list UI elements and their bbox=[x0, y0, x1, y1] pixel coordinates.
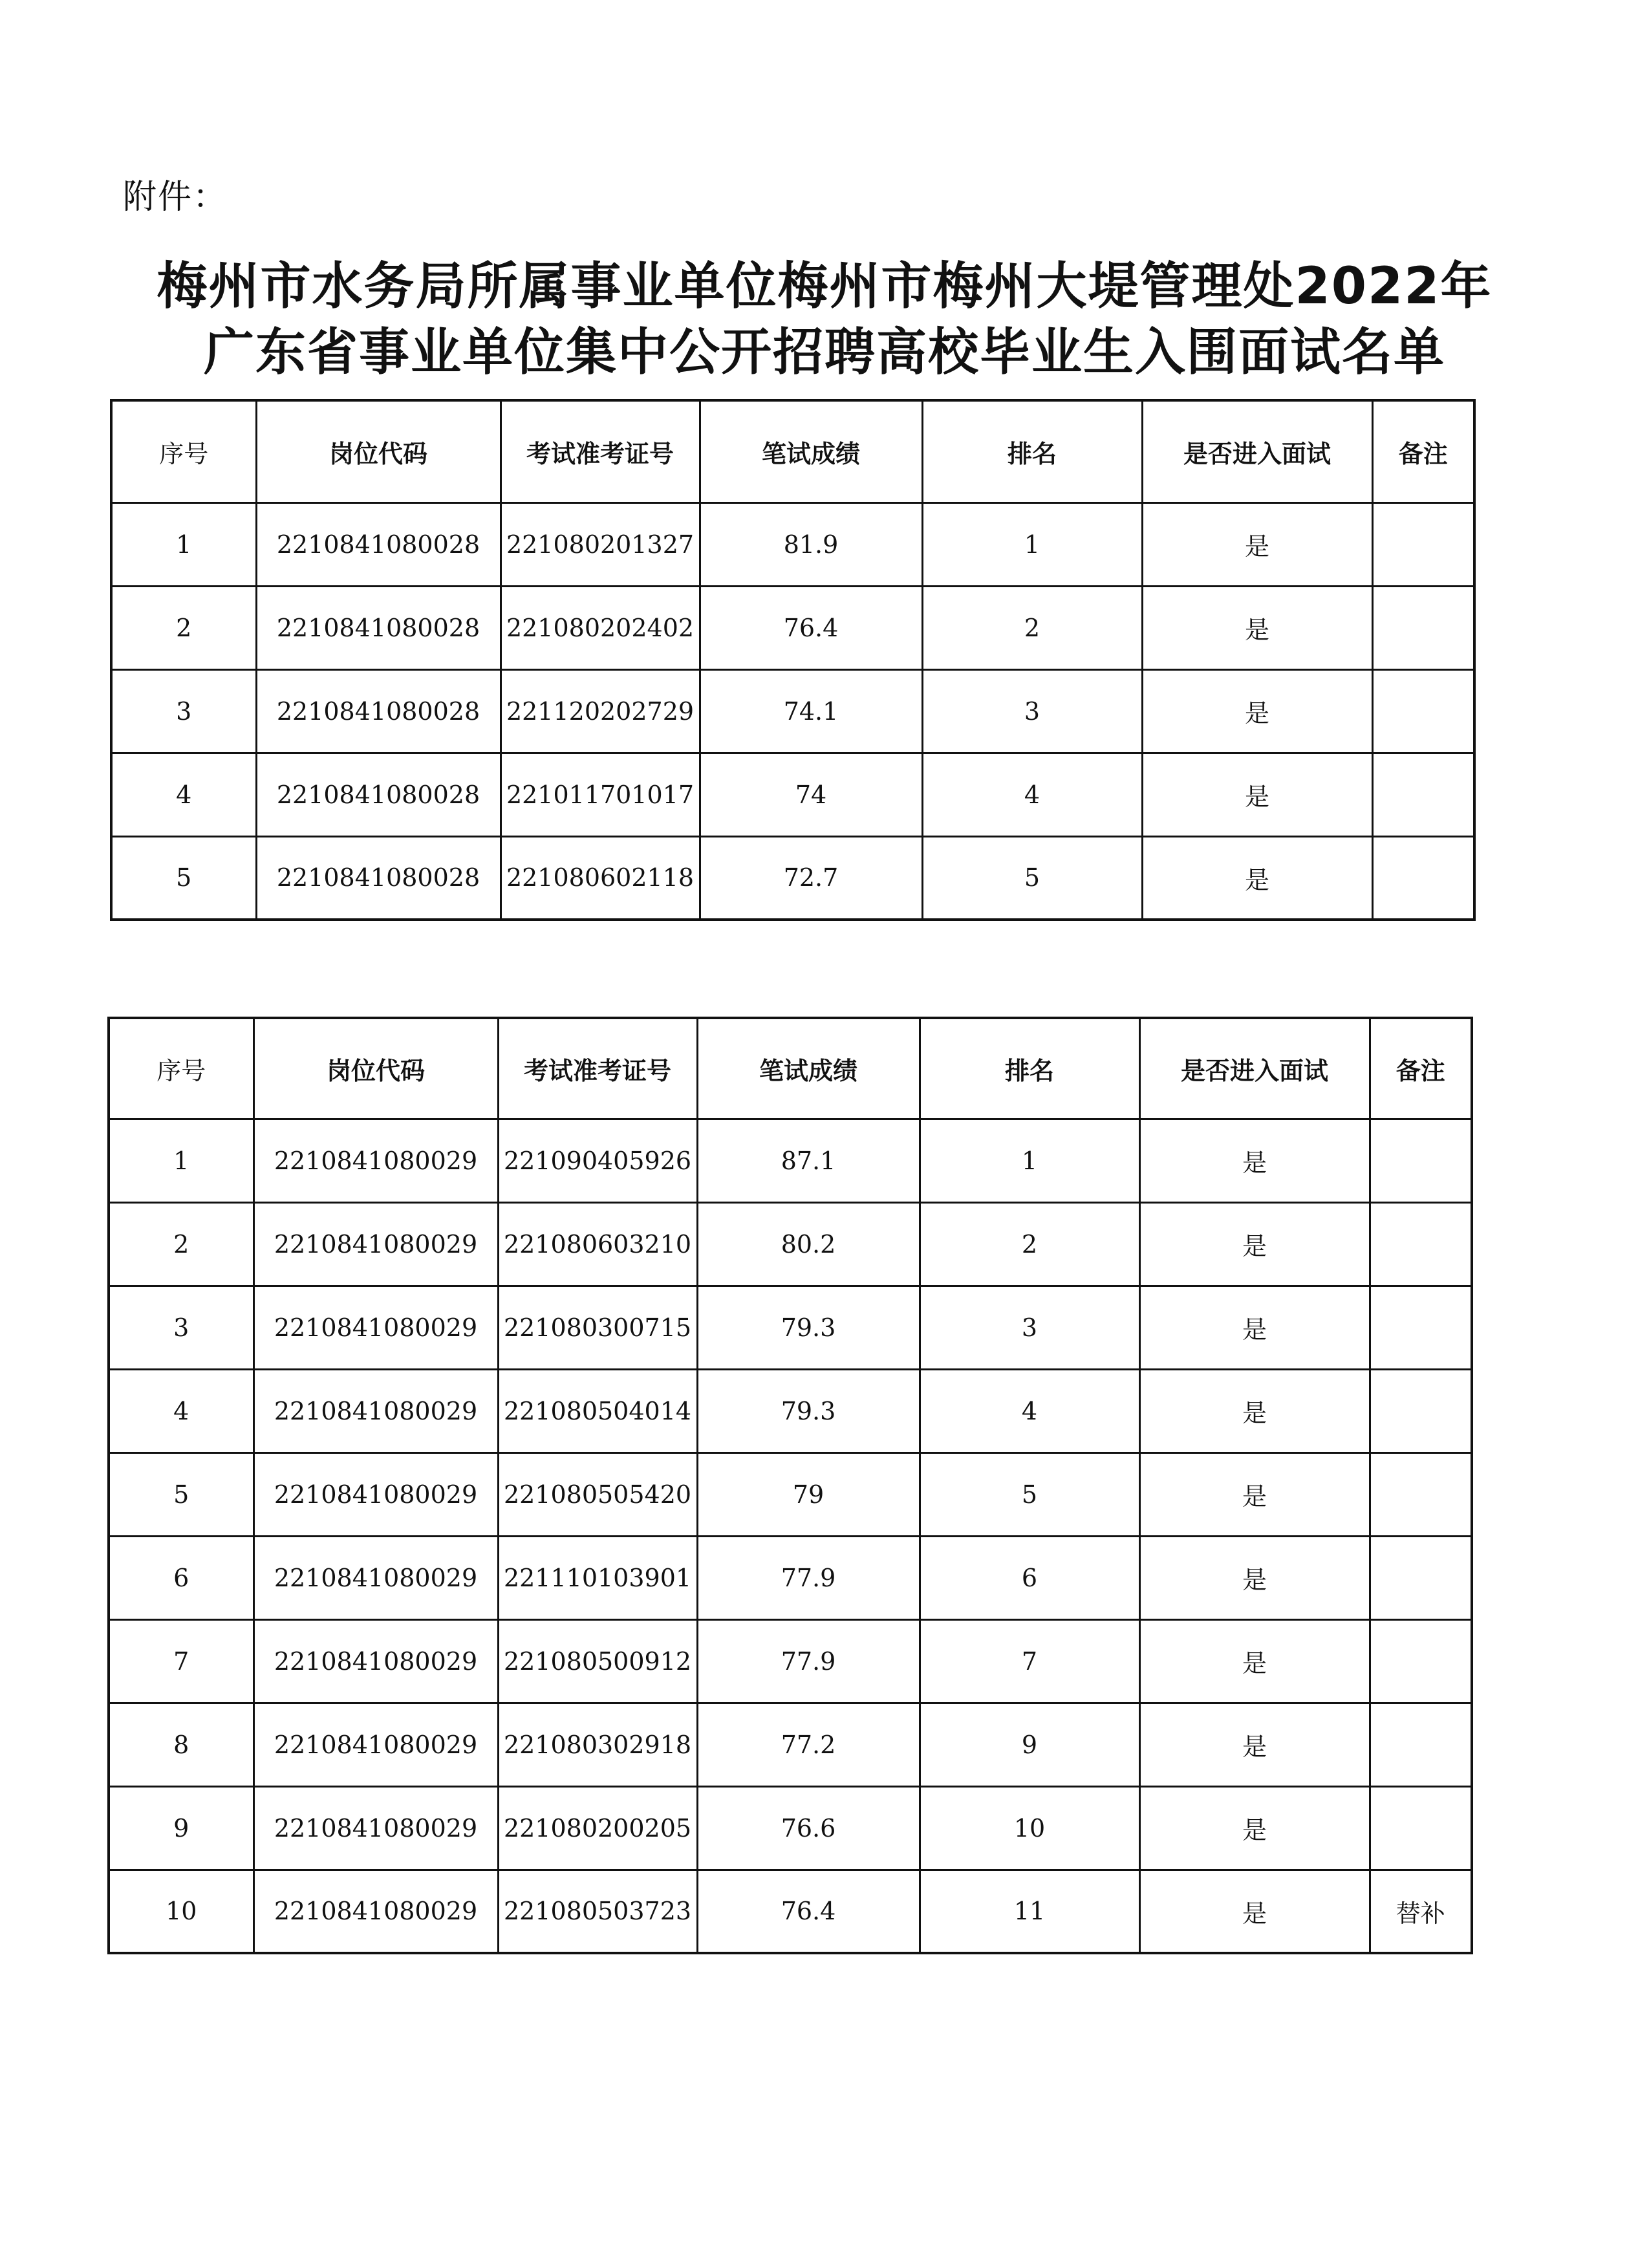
cell-post-code: 2210841080029 bbox=[253, 1703, 498, 1786]
cell-ticket-number: 221011701017 bbox=[501, 753, 700, 836]
table-row bbox=[111, 586, 1474, 669]
cell-rank: 10 bbox=[920, 1786, 1139, 1870]
cell-interview: 是 bbox=[1142, 836, 1372, 920]
cell-rank: 11 bbox=[920, 1870, 1139, 1953]
cell-written-score: 81.9 bbox=[700, 502, 922, 586]
cell-remark bbox=[1370, 1786, 1472, 1870]
header-written-score: 笔试成绩 bbox=[697, 1018, 920, 1119]
cell-rank: 3 bbox=[922, 669, 1142, 753]
cell-serial: 10 bbox=[109, 1870, 253, 1953]
cell-serial: 7 bbox=[109, 1619, 253, 1703]
cell-post-code: 2210841080029 bbox=[253, 1536, 498, 1619]
cell-written-score: 74 bbox=[700, 753, 922, 836]
cell-interview: 是 bbox=[1139, 1786, 1370, 1870]
cell-serial: 9 bbox=[109, 1786, 253, 1870]
cell-rank: 5 bbox=[920, 1453, 1139, 1536]
cell-remark bbox=[1372, 502, 1474, 586]
cell-serial: 4 bbox=[111, 753, 256, 836]
table-row bbox=[111, 753, 1474, 836]
cell-written-score: 79 bbox=[697, 1453, 920, 1536]
document-title-line-1: 梅州市水务局所属事业单位梅州市梅州大堤管理处2022年 bbox=[156, 257, 1493, 316]
cell-remark bbox=[1372, 669, 1474, 753]
cell-serial: 2 bbox=[109, 1202, 253, 1286]
table-row bbox=[109, 1786, 1472, 1870]
header-remark: 备注 bbox=[1370, 1018, 1472, 1119]
cell-remark bbox=[1370, 1119, 1472, 1202]
cell-ticket-number: 221080504014 bbox=[498, 1369, 697, 1453]
header-post-code: 岗位代码 bbox=[253, 1018, 498, 1119]
cell-ticket-number: 221080201327 bbox=[501, 502, 700, 586]
table-row bbox=[109, 1369, 1472, 1453]
cell-remark bbox=[1370, 1703, 1472, 1786]
cell-rank: 7 bbox=[920, 1619, 1139, 1703]
cell-ticket-number: 221080603210 bbox=[498, 1202, 697, 1286]
cell-interview: 是 bbox=[1139, 1286, 1370, 1369]
cell-interview: 是 bbox=[1139, 1202, 1370, 1286]
table-row bbox=[109, 1286, 1472, 1369]
cell-remark bbox=[1370, 1286, 1472, 1369]
table-row bbox=[109, 1619, 1472, 1703]
cell-serial: 1 bbox=[109, 1119, 253, 1202]
cell-written-score: 79.3 bbox=[697, 1369, 920, 1453]
attachment-label: 附件： bbox=[123, 178, 228, 217]
cell-written-score: 77.2 bbox=[697, 1703, 920, 1786]
cell-rank: 3 bbox=[920, 1286, 1139, 1369]
cell-rank: 1 bbox=[922, 502, 1142, 586]
cell-ticket-number: 221080300715 bbox=[498, 1286, 697, 1369]
cell-post-code: 2210841080029 bbox=[253, 1453, 498, 1536]
cell-written-score: 72.7 bbox=[700, 836, 922, 920]
table-header-row bbox=[111, 400, 1474, 502]
cell-rank: 4 bbox=[920, 1369, 1139, 1453]
cell-post-code: 2210841080028 bbox=[256, 502, 501, 586]
table-row bbox=[111, 836, 1474, 920]
cell-interview: 是 bbox=[1142, 753, 1372, 836]
header-ticket-number: 考试准考证号 bbox=[498, 1018, 697, 1119]
cell-rank: 4 bbox=[922, 753, 1142, 836]
cell-remark bbox=[1372, 836, 1474, 920]
table-header-row bbox=[109, 1018, 1472, 1119]
header-serial: 序号 bbox=[111, 400, 256, 502]
cell-post-code: 2210841080029 bbox=[253, 1786, 498, 1870]
cell-written-score: 87.1 bbox=[697, 1119, 920, 1202]
cell-post-code: 2210841080029 bbox=[253, 1286, 498, 1369]
cell-serial: 3 bbox=[111, 669, 256, 753]
header-interview: 是否进入面试 bbox=[1139, 1018, 1370, 1119]
header-post-code: 岗位代码 bbox=[256, 400, 501, 502]
cell-written-score: 79.3 bbox=[697, 1286, 920, 1369]
table-row bbox=[109, 1870, 1472, 1953]
cell-rank: 2 bbox=[922, 586, 1142, 669]
cell-ticket-number: 221110103901 bbox=[498, 1536, 697, 1619]
header-serial: 序号 bbox=[109, 1018, 253, 1119]
header-written-score: 笔试成绩 bbox=[700, 400, 922, 502]
cell-post-code: 2210841080029 bbox=[253, 1119, 498, 1202]
cell-written-score: 76.4 bbox=[700, 586, 922, 669]
table-row bbox=[111, 669, 1474, 753]
cell-ticket-number: 221080503723 bbox=[498, 1870, 697, 1953]
cell-remark bbox=[1370, 1202, 1472, 1286]
cell-remark bbox=[1370, 1536, 1472, 1619]
cell-interview: 是 bbox=[1139, 1703, 1370, 1786]
cell-serial: 3 bbox=[109, 1286, 253, 1369]
cell-ticket-number: 221080202402 bbox=[501, 586, 700, 669]
table-row bbox=[109, 1453, 1472, 1536]
cell-ticket-number: 221090405926 bbox=[498, 1119, 697, 1202]
table-row bbox=[109, 1703, 1472, 1786]
header-remark: 备注 bbox=[1372, 400, 1474, 502]
cell-interview: 是 bbox=[1142, 586, 1372, 669]
cell-post-code: 2210841080028 bbox=[256, 753, 501, 836]
cell-serial: 1 bbox=[111, 502, 256, 586]
cell-serial: 6 bbox=[109, 1536, 253, 1619]
cell-written-score: 80.2 bbox=[697, 1202, 920, 1286]
cell-written-score: 77.9 bbox=[697, 1536, 920, 1619]
header-interview: 是否进入面试 bbox=[1142, 400, 1372, 502]
cell-remark bbox=[1370, 1369, 1472, 1453]
document-title-line-2: 广东省事业单位集中公开招聘高校毕业生入围面试名单 bbox=[203, 323, 1445, 382]
cell-post-code: 2210841080028 bbox=[256, 586, 501, 669]
cell-interview: 是 bbox=[1142, 502, 1372, 586]
header-rank: 排名 bbox=[920, 1018, 1139, 1119]
cell-written-score: 76.4 bbox=[697, 1870, 920, 1953]
cell-ticket-number: 221080602118 bbox=[501, 836, 700, 920]
cell-rank: 9 bbox=[920, 1703, 1139, 1786]
table-row bbox=[109, 1119, 1472, 1202]
cell-written-score: 77.9 bbox=[697, 1619, 920, 1703]
cell-serial: 2 bbox=[111, 586, 256, 669]
roster-table-post-0028 bbox=[110, 399, 1476, 921]
table-row bbox=[111, 502, 1474, 586]
cell-post-code: 2210841080028 bbox=[256, 669, 501, 753]
cell-interview: 是 bbox=[1139, 1619, 1370, 1703]
cell-ticket-number: 221120202729 bbox=[501, 669, 700, 753]
cell-post-code: 2210841080028 bbox=[256, 836, 501, 920]
cell-interview: 是 bbox=[1139, 1870, 1370, 1953]
table-row bbox=[109, 1202, 1472, 1286]
cell-serial: 8 bbox=[109, 1703, 253, 1786]
roster-table-post-0029 bbox=[107, 1017, 1473, 1954]
cell-rank: 5 bbox=[922, 836, 1142, 920]
cell-remark bbox=[1372, 586, 1474, 669]
cell-rank: 2 bbox=[920, 1202, 1139, 1286]
cell-remark bbox=[1370, 1619, 1472, 1703]
cell-interview: 是 bbox=[1139, 1119, 1370, 1202]
cell-ticket-number: 221080200205 bbox=[498, 1786, 697, 1870]
cell-post-code: 2210841080029 bbox=[253, 1870, 498, 1953]
cell-rank: 6 bbox=[920, 1536, 1139, 1619]
cell-remark bbox=[1370, 1453, 1472, 1536]
cell-interview: 是 bbox=[1139, 1536, 1370, 1619]
cell-interview: 是 bbox=[1139, 1369, 1370, 1453]
cell-ticket-number: 221080500912 bbox=[498, 1619, 697, 1703]
cell-interview: 是 bbox=[1139, 1453, 1370, 1536]
cell-rank: 1 bbox=[920, 1119, 1139, 1202]
cell-serial: 5 bbox=[109, 1453, 253, 1536]
cell-serial: 5 bbox=[111, 836, 256, 920]
cell-post-code: 2210841080029 bbox=[253, 1202, 498, 1286]
cell-written-score: 74.1 bbox=[700, 669, 922, 753]
cell-ticket-number: 221080505420 bbox=[498, 1453, 697, 1536]
table-row bbox=[109, 1536, 1472, 1619]
cell-post-code: 2210841080029 bbox=[253, 1619, 498, 1703]
cell-post-code: 2210841080029 bbox=[253, 1369, 498, 1453]
header-ticket-number: 考试准考证号 bbox=[501, 400, 700, 502]
cell-serial: 4 bbox=[109, 1369, 253, 1453]
cell-remark bbox=[1372, 753, 1474, 836]
header-rank: 排名 bbox=[922, 400, 1142, 502]
cell-interview: 是 bbox=[1142, 669, 1372, 753]
cell-ticket-number: 221080302918 bbox=[498, 1703, 697, 1786]
cell-remark: 替补 bbox=[1370, 1870, 1472, 1953]
cell-written-score: 76.6 bbox=[697, 1786, 920, 1870]
